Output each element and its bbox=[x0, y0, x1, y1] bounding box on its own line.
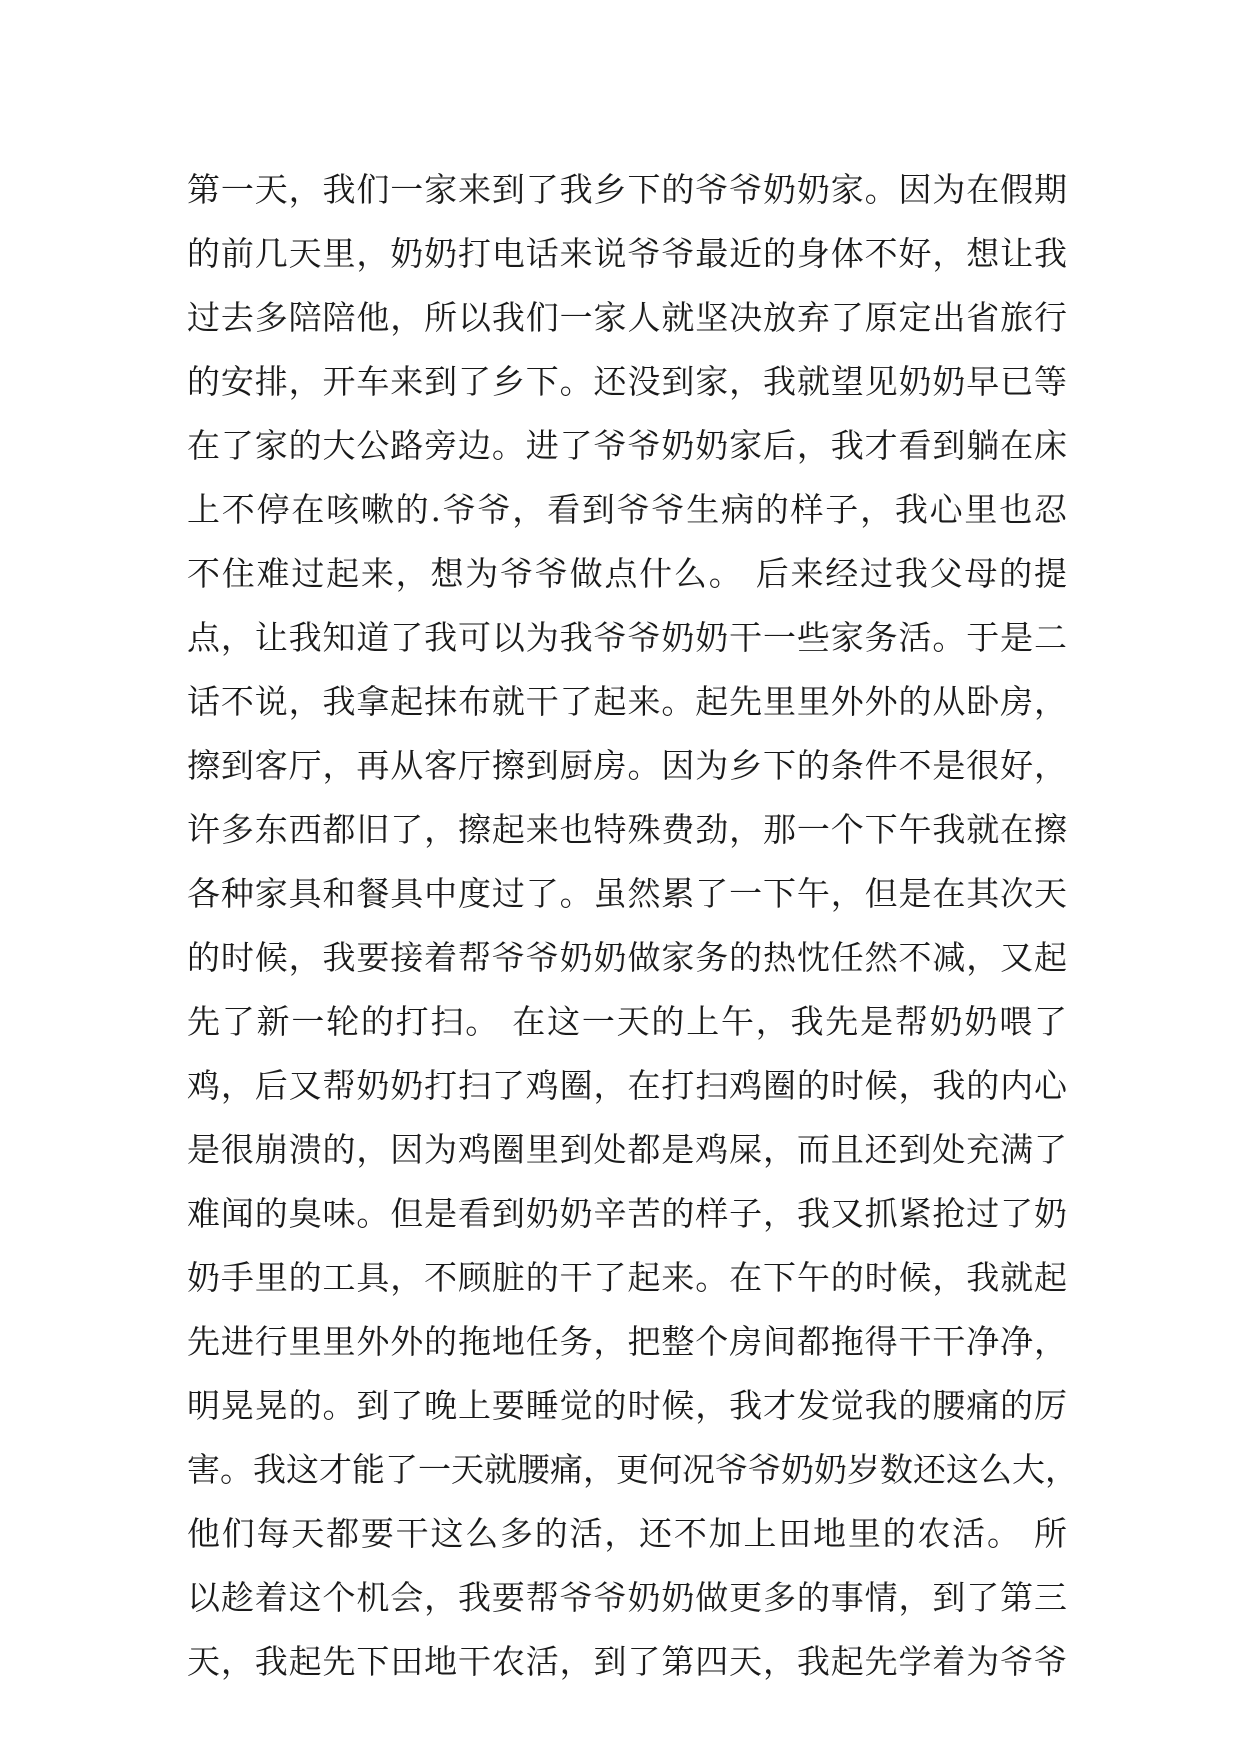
text-line: 上不停在咳嗽的.爷爷，看到爷爷生病的样子，我心里也忍 bbox=[187, 490, 1067, 529]
text-line: 天，我起先下田地干农活，到了第四天，我起先学着为爷爷 bbox=[187, 1642, 1067, 1681]
text-line: 过去多陪陪他，所以我们一家人就坚决放弃了原定出省旅行 bbox=[187, 298, 1067, 337]
text-line: 不住难过起来，想为爷爷做点什么。 后来经过我父母的提 bbox=[187, 554, 1067, 593]
text-line: 的时候，我要接着帮爷爷奶奶做家务的热忱任然不减，又起 bbox=[187, 938, 1067, 977]
text-line: 的前几天里，奶奶打电话来说爷爷最近的身体不好，想让我 bbox=[187, 234, 1067, 273]
text-line: 难闻的臭味。但是看到奶奶辛苦的样子，我又抓紧抢过了奶 bbox=[187, 1194, 1067, 1233]
text-line: 以趁着这个机会，我要帮爷爷奶奶做更多的事情，到了第三 bbox=[187, 1578, 1067, 1617]
text-line: 各种家具和餐具中度过了。虽然累了一下午，但是在其次天 bbox=[187, 874, 1067, 913]
text-line: 他们每天都要干这么多的活，还不加上田地里的农活。 所 bbox=[187, 1514, 1067, 1553]
text-line: 明晃晃的。到了晚上要睡觉的时候，我才发觉我的腰痛的厉 bbox=[187, 1386, 1067, 1425]
text-line: 许多东西都旧了，擦起来也特殊费劲，那一个下午我就在擦 bbox=[187, 810, 1067, 849]
text-line: 擦到客厅，再从客厅擦到厨房。因为乡下的条件不是很好， bbox=[187, 746, 1067, 785]
text-line: 鸡，后又帮奶奶打扫了鸡圈，在打扫鸡圈的时候，我的内心 bbox=[187, 1066, 1067, 1105]
text-line: 害。我这才能了一天就腰痛，更何况爷爷奶奶岁数还这么大， bbox=[187, 1450, 1078, 1489]
text-line: 先进行里里外外的拖地任务，把整个房间都拖得干干净净， bbox=[187, 1322, 1067, 1361]
text-line: 在了家的大公路旁边。进了爷爷奶奶家后，我才看到躺在床 bbox=[187, 426, 1067, 465]
text-line: 点，让我知道了我可以为我爷爷奶奶干一些家务活。于是二 bbox=[187, 618, 1067, 657]
text-line: 第一天，我们一家来到了我乡下的爷爷奶奶家。因为在假期 bbox=[187, 170, 1067, 209]
text-line: 先了新一轮的打扫。 在这一天的上午，我先是帮奶奶喂了 bbox=[187, 1002, 1067, 1041]
text-line: 话不说，我拿起抹布就干了起来。起先里里外外的从卧房， bbox=[187, 682, 1067, 721]
text-line: 的安排，开车来到了乡下。还没到家，我就望见奶奶早已等 bbox=[187, 362, 1067, 401]
body-text bbox=[187, 158, 1078, 1694]
text-line: 是很崩溃的，因为鸡圈里到处都是鸡屎，而且还到处充满了 bbox=[187, 1130, 1067, 1169]
text-line: 奶手里的工具，不顾脏的干了起来。在下午的时候，我就起 bbox=[187, 1258, 1067, 1297]
